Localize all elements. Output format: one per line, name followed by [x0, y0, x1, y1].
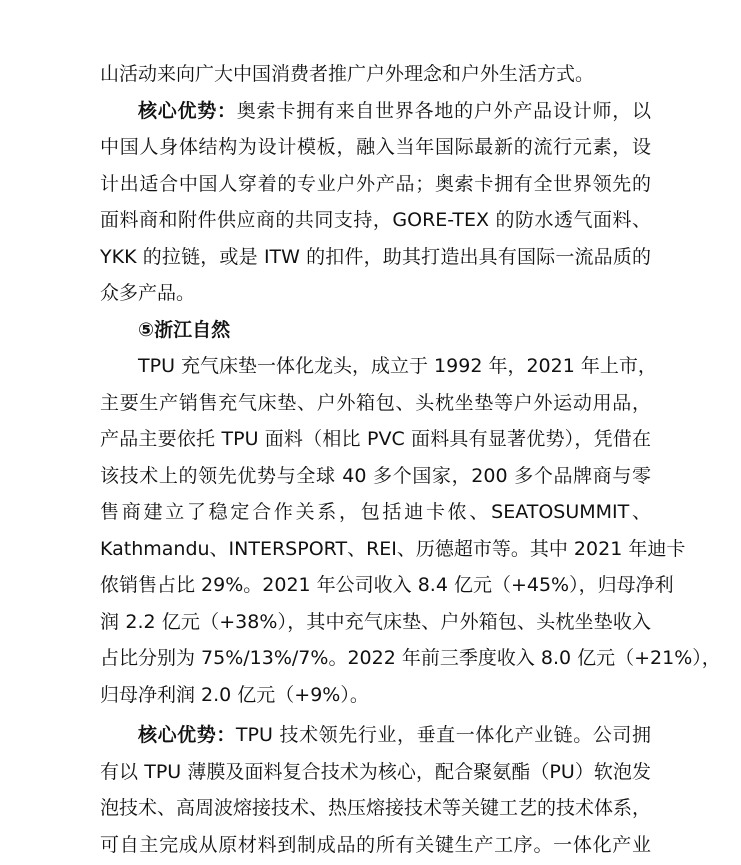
core-advantage-label: 核心优势：	[138, 99, 237, 122]
text-line: 有以 TPU 薄膜及面料复合技术为核心，配合聚氨酯（PU）软泡发	[100, 760, 651, 783]
text-line: 占比分别为 75%/13%/7%。2022 年前三季度收入 8.0 亿元（+21%），	[100, 647, 721, 669]
text-line: 归母净利润 2.0 亿元（+9%）。	[100, 683, 369, 706]
text-line: 中国人身体结构为设计模板，融入当年国际最新的流行元素，设	[100, 136, 651, 158]
text-line: TPU 充气床垫一体化龙头，成立于 1992 年，2021 年上市，	[138, 355, 657, 377]
text-line: 泡技术、高周波熔接技术、热压熔接技术等关键工艺的技术体系，	[100, 797, 652, 819]
core-advantage-label: 核心优势：	[138, 724, 236, 746]
document-page	[100, 56, 721, 863]
text-line: 面料商和附件供应商的共同支持，GORE-TEX 的防水透气面料、	[100, 209, 651, 231]
text-line: 可自主完成从原材料到制成品的所有关键生产工序。一体化产业	[100, 833, 651, 856]
text-line: 众多产品。	[100, 282, 196, 304]
advantage-paragraph-start	[100, 717, 651, 754]
text-line: 主要生产销售充气床垫、户外箱包、头枕坐垫等户外运动用品，	[100, 391, 651, 414]
text-line: TPU 技术领先行业，垂直一体化产业链。公司拥	[235, 724, 651, 746]
advantage-paragraph-start	[100, 93, 651, 130]
text-line: Kathmandu、INTERSPORT、REI、历德超市等。其中 2021 年迪卡	[100, 537, 686, 560]
text-line: 润 2.2 亿元（+38%），其中充气床垫、户外箱包、头枕坐垫收入	[100, 610, 651, 633]
text-line: 奥索卡拥有来自世界各地的户外产品设计师，以	[236, 99, 651, 122]
text-line: YKK 的拉链，或是 ITW 的扣件，助其打造出具有国际一流品质的	[100, 245, 651, 268]
section-heading: ⑤浙江自然	[138, 318, 231, 341]
text-line: 侬销售占比 29%。2021 年公司收入 8.4 亿元（+45%），归母净利	[100, 574, 674, 596]
text-line: 山活动来向广大中国消费者推广户外理念和户外生活方式。	[100, 63, 595, 85]
text-line: 产品主要依托 TPU 面料（相比 PVC 面料具有显著优势），凭借在	[100, 428, 651, 450]
text-line: 计出适合中国人穿着的专业户外产品；奥索卡拥有全世界领先的	[100, 172, 651, 195]
text-line: 该技术上的领先优势与全球 40 多个国家，200 多个品牌商与零	[100, 464, 651, 487]
text-line: 售商建立了稳定合作关系，包括迪卡侬、SEATOSUMMIT、	[100, 501, 651, 523]
